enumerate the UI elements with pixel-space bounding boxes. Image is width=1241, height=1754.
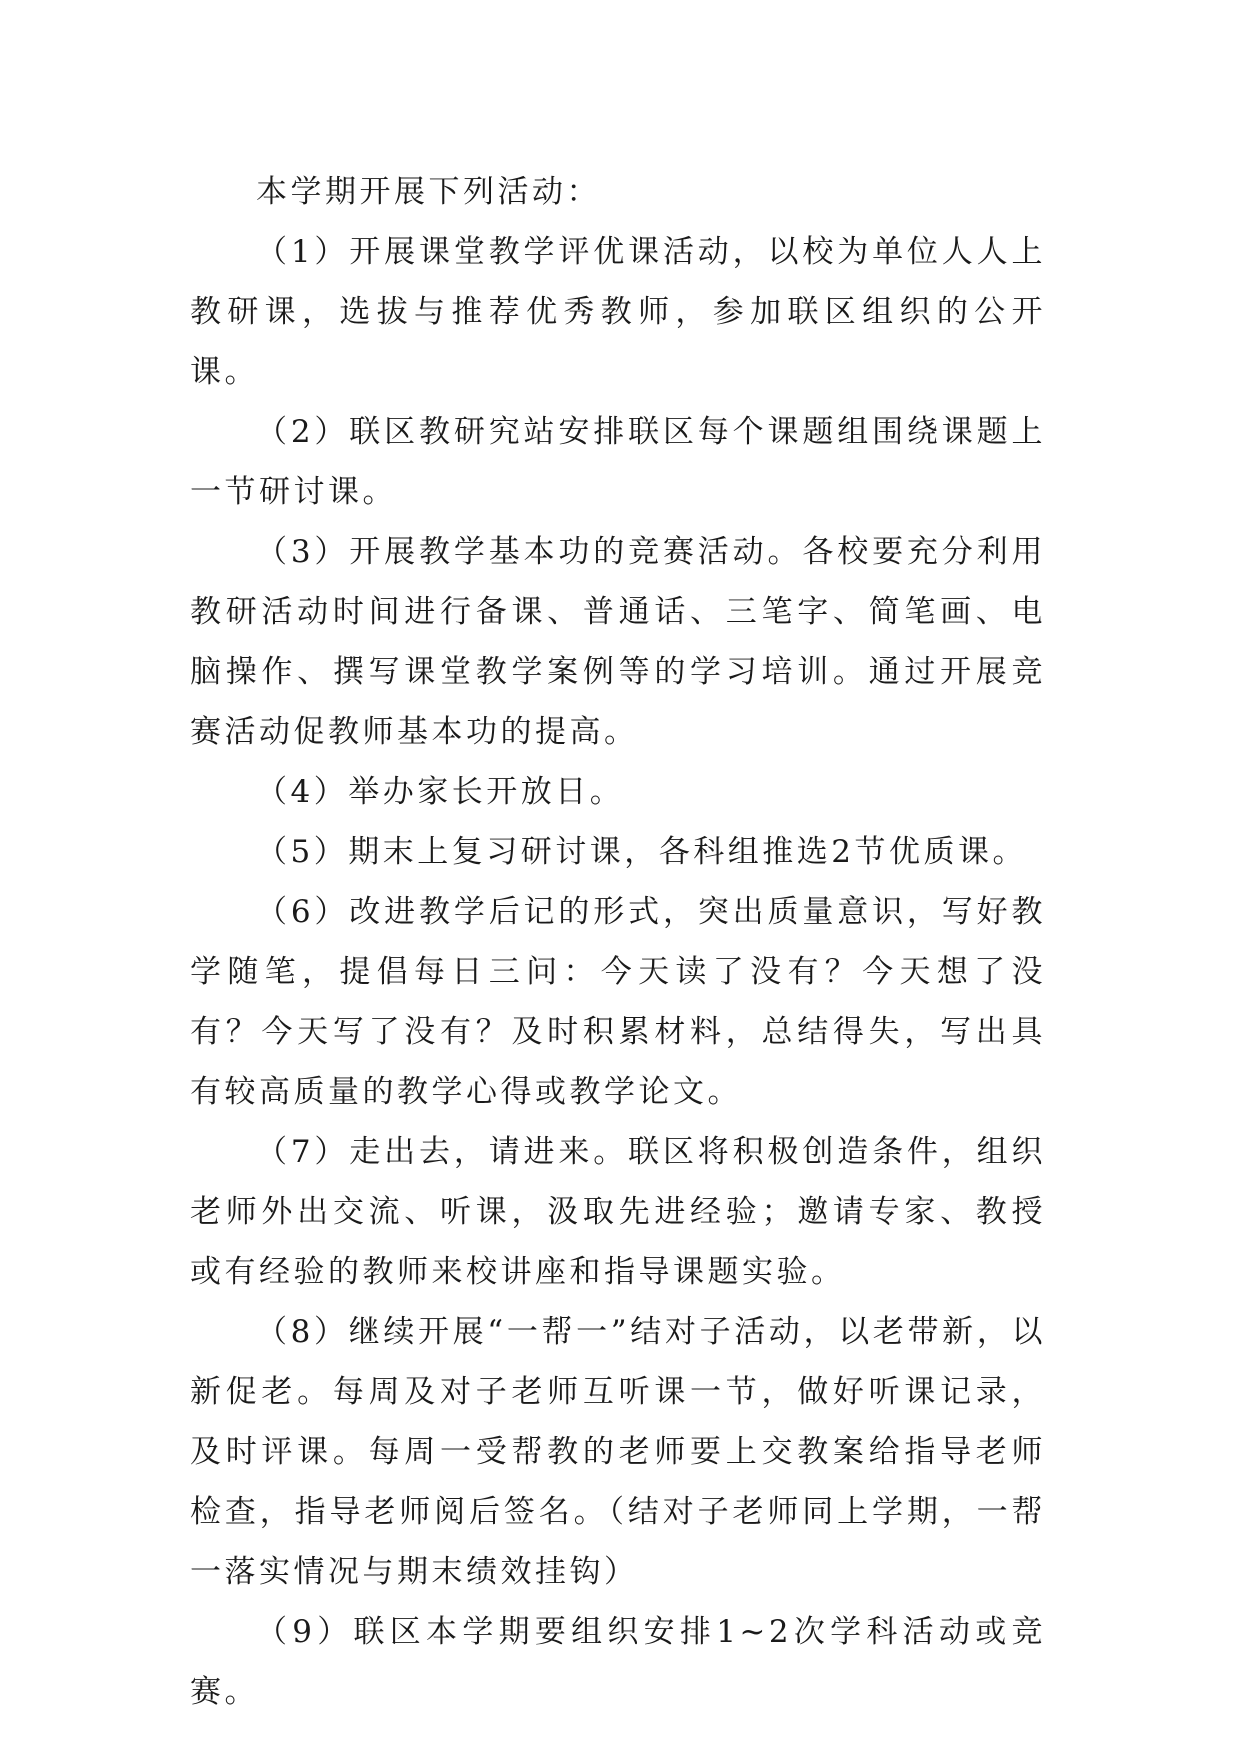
activity-item-2: （2）联区教研究站安排联区每个课题组围绕课题上一节研讨课。 [190, 414, 1046, 510]
activity-item-3: （3）开展教学基本功的竞赛活动。各校要充分利用教研活动时间进行备课、普通话、三笔字、简笔画、电脑操作、撰写课堂教学案例等的学习培训。通过开展竞赛活动促教师基本功的提高。 [190, 534, 1046, 750]
intro-paragraph: 本学期开展下列活动： [256, 174, 601, 210]
document-body [190, 162, 1046, 1722]
activity-item-5: （5）期末上复习研讨课，各科组推选2节优质课。 [256, 834, 1027, 870]
activity-item-1: （1）开展课堂教学评优课活动，以校为单位人人上教研课，选拔与推荐优秀教师，参加联区组织的公开课。 [190, 234, 1046, 390]
activity-item-6: （6）改进教学后记的形式，突出质量意识，写好教学随笔，提倡每日三问：今天读了没有？今天想了没有？今天写了没有？及时积累材料，总结得失，写出具有较高质量的教学心得或教学论文。 [190, 894, 1046, 1110]
activity-item-9: （9）联区本学期要组织安排1~2次学科活动或竞赛。 [190, 1614, 1046, 1710]
activity-item-4: （4）举办家长开放日。 [256, 774, 625, 810]
activity-item-7: （7）走出去，请进来。联区将积极创造条件，组织老师外出交流、听课，汲取先进经验；邀请专家、教授或有经验的教师来校讲座和指导课题实验。 [190, 1134, 1046, 1290]
activity-item-8: （8）继续开展“一帮一”结对子活动，以老带新，以新促老。每周及对子老师互听课一节，做好听课记录，及时评课。每周一受帮教的老师要上交教案给指导老师检查，指导老师阅后签名。（结对子老师同上学期，一帮一落实情况与期末绩效挂钩） [190, 1314, 1046, 1590]
